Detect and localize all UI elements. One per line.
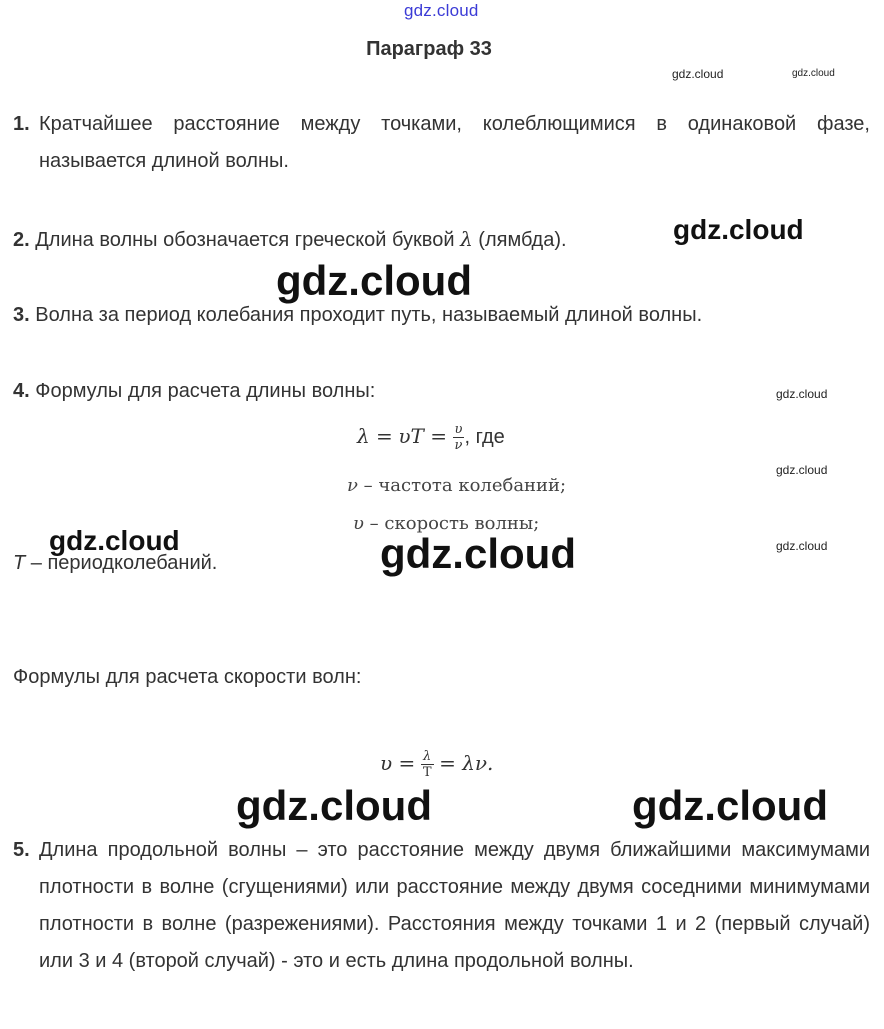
item-5 [13, 832, 870, 980]
formula-fraction [421, 749, 434, 780]
formula-lhs: υ = [380, 751, 416, 775]
item-number: 2. [13, 229, 30, 251]
item-text-tail: (лямбда). [472, 229, 567, 251]
item-text: Длина продольной волны – это расстояние между двумя ближайшими максимумами плотности в волне (сгущениями) или расстояние между двумя соседними минимумами плотности в волне (разрежениями). Расстояния между точками 1 и 2 (первый случай) или 3 и 4 (второй случай) - это и есть длина продольной волны. [39, 839, 870, 972]
definition-text: – скорость волны; [363, 513, 540, 534]
T-symbol: T [13, 552, 26, 574]
watermark-small: gdz.cloud [776, 387, 828, 401]
fraction-numerator: λ [421, 749, 434, 765]
lambda-symbol: λ [460, 227, 473, 251]
nu-symbol: ν [347, 475, 358, 496]
formula-tail: = λν. [439, 751, 494, 775]
watermark-top: gdz.cloud [404, 1, 479, 20]
formula-fraction [453, 422, 465, 453]
formula-tail: , где [464, 426, 505, 448]
watermark-medium: gdz.cloud [49, 525, 180, 556]
item-number: 5. [13, 839, 30, 861]
watermark-small: gdz.cloud [776, 539, 828, 553]
formula-mid: υT = [398, 424, 447, 448]
item-number: 4. [13, 380, 30, 402]
watermark-medium: gdz.cloud [673, 214, 804, 245]
item-text: Формулы для расчета длины волны: [35, 380, 376, 402]
item-text: Кратчайшее расстояние между точками, колеблющимися в одинаковой фазе, называется длиной волны. [39, 113, 870, 172]
watermark-large: gdz.cloud [380, 530, 576, 577]
definition-text: – периодколебаний. [25, 552, 218, 574]
item-number: 1. [13, 113, 30, 135]
watermark-small: gdz.cloud [672, 67, 724, 81]
fraction-numerator: υ [454, 422, 463, 438]
definition-period [13, 545, 217, 582]
watermark-large: gdz.cloud [276, 257, 472, 304]
item-1 [13, 106, 870, 180]
item-4 [13, 373, 870, 410]
watermark-small: gdz.cloud [792, 68, 835, 79]
item-text: Длина волны обозначается греческой буквой [35, 229, 461, 251]
item-text: Волна за период колебания проходит путь, называемый длиной волны. [35, 304, 703, 326]
definition-frequency [347, 475, 566, 496]
definition-text: – частота колебаний; [357, 475, 567, 496]
speed-heading: Формулы для расчета скорости волн: [13, 666, 362, 688]
fraction-denominator: T [422, 765, 432, 781]
formula-lhs: λ = [357, 424, 393, 448]
watermark-large: gdz.cloud [632, 782, 828, 829]
watermark-small: gdz.cloud [776, 463, 828, 477]
wavelength-formula [357, 416, 505, 457]
watermark-large: gdz.cloud [236, 782, 432, 829]
fraction-denominator: ν [454, 438, 463, 454]
item-number: 3. [13, 304, 30, 326]
item-3 [13, 297, 870, 334]
v-symbol: υ [353, 513, 364, 534]
speed-formula [380, 740, 493, 787]
page-title: Параграф 33 [366, 38, 492, 60]
